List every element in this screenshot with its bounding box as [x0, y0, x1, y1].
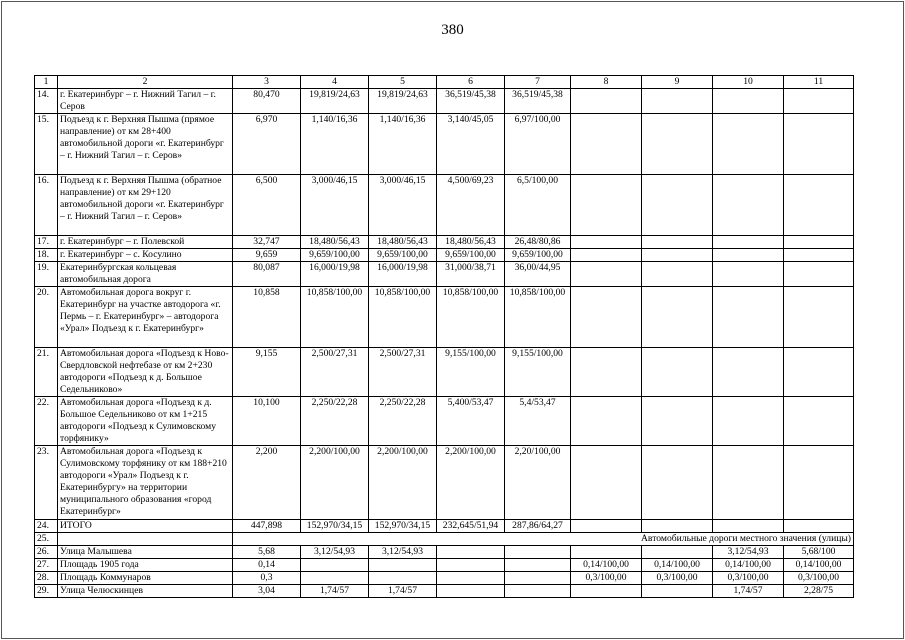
value-cell-c6: 5,400/53,47: [437, 397, 505, 446]
value-cell-c10: 0,14/100,00: [713, 559, 784, 572]
value-cell-c8: [571, 287, 642, 348]
value-cell-c9: [642, 520, 713, 533]
value-cell-c4: 1,140/16,36: [301, 114, 369, 175]
table-row: [35, 175, 854, 236]
value-cell-c7: 26,48/80,86: [505, 236, 571, 249]
value-cell-c6: [437, 585, 505, 598]
header-cell: 3: [233, 76, 301, 89]
value-cell-c10: [713, 114, 784, 175]
value-cell-c3: 10,100: [233, 397, 301, 446]
value-cell-c3: 10,858: [233, 287, 301, 348]
value-cell-c8: 0,14/100,00: [571, 559, 642, 572]
value-cell-c7: 36,00/44,95: [505, 262, 571, 287]
value-cell-c4: 16,000/19,98: [301, 262, 369, 287]
header-cell: 2: [58, 76, 233, 89]
value-cell-c11: 0,3/100,00: [784, 572, 854, 585]
value-cell-c6: 9,659/100,00: [437, 249, 505, 262]
value-cell-c11: [784, 236, 854, 249]
header-row: [35, 76, 854, 89]
value-cell-c11: 0,14/100,00: [784, 559, 854, 572]
header-cell: 7: [505, 76, 571, 89]
value-cell-c9: 0,14/100,00: [642, 559, 713, 572]
value-cell-c10: [713, 236, 784, 249]
road-name: Подъезд к г. Верхняя Пышма (прямое направление) от км 28+400 автомобильной дороги «г. Екатеринбург – г. Нижний Тагил – г. Серов»: [58, 114, 233, 175]
header-cell: 10: [713, 76, 784, 89]
value-cell-c6: 31,000/38,71: [437, 262, 505, 287]
header-cell: 8: [571, 76, 642, 89]
header-cell: 1: [35, 76, 58, 89]
value-cell-c8: [571, 348, 642, 397]
section-title: Автомобильные дороги местного значения (улицы): [233, 533, 854, 546]
value-cell-c4: 10,858/100,00: [301, 287, 369, 348]
row-number: 17.: [35, 236, 58, 249]
value-cell-c3: 6,500: [233, 175, 301, 236]
value-cell-c6: 2,200/100,00: [437, 446, 505, 520]
value-cell-c7: 6,5/100,00: [505, 175, 571, 236]
value-cell-c9: [642, 546, 713, 559]
value-cell-c9: [642, 348, 713, 397]
value-cell-c9: [642, 262, 713, 287]
value-cell-c10: [713, 520, 784, 533]
value-cell-c8: [571, 249, 642, 262]
table-row: [35, 397, 854, 446]
header-cell: 6: [437, 76, 505, 89]
value-cell-c3: 0,3: [233, 572, 301, 585]
value-cell-c3: 80,087: [233, 262, 301, 287]
value-cell-c5: 3,12/54,93: [369, 546, 437, 559]
header-cell: 11: [784, 76, 854, 89]
table-row: [35, 287, 854, 348]
row-number: 24.: [35, 520, 58, 533]
header-cell: 4: [301, 76, 369, 89]
table-body: [35, 76, 854, 598]
value-cell-c10: [713, 89, 784, 114]
value-cell-c3: 6,970: [233, 114, 301, 175]
value-cell-c6: 3,140/45,05: [437, 114, 505, 175]
value-cell-c9: [642, 287, 713, 348]
row-number: 16.: [35, 175, 58, 236]
value-cell-c9: [642, 249, 713, 262]
road-name: Площадь 1905 года: [58, 559, 233, 572]
value-cell-c5: 10,858/100,00: [369, 287, 437, 348]
value-cell-c10: 0,3/100,00: [713, 572, 784, 585]
value-cell-c6: 9,155/100,00: [437, 348, 505, 397]
road-name: Подъезд к г. Верхняя Пышма (обратное направление) от км 29+120 автомобильной дороги «г. Екатеринбург – г. Нижний Тагил – г. Серов»: [58, 175, 233, 236]
value-cell-c7: 36,519/45,38: [505, 89, 571, 114]
value-cell-c9: [642, 446, 713, 520]
row-number: 22.: [35, 397, 58, 446]
table-row: [35, 546, 854, 559]
value-cell-c4: [301, 559, 369, 572]
value-cell-c4: 3,12/54,93: [301, 546, 369, 559]
value-cell-c7: 9,155/100,00: [505, 348, 571, 397]
row-number: 26.: [35, 546, 58, 559]
value-cell-c10: 3,12/54,93: [713, 546, 784, 559]
row-number: 21.: [35, 348, 58, 397]
value-cell-c10: [713, 287, 784, 348]
value-cell-c11: [784, 446, 854, 520]
value-cell-c11: [784, 287, 854, 348]
value-cell-c9: [642, 175, 713, 236]
road-name: г. Екатеринбург – г. Полевской: [58, 236, 233, 249]
value-cell-c4: 1,74/57: [301, 585, 369, 598]
road-name: Площадь Коммунаров: [58, 572, 233, 585]
value-cell-c4: 19,819/24,63: [301, 89, 369, 114]
road-name: Улица Челюскинцев: [58, 585, 233, 598]
road-name: Автомобильная дорога вокруг г. Екатеринбург на участке автодорога «г. Пермь – г. Екатеринбург» – автодорога «Урал» Подъезд к г. Екатеринбург»: [58, 287, 233, 348]
value-cell-c10: [713, 348, 784, 397]
value-cell-c3: 5,68: [233, 546, 301, 559]
value-cell-c11: [784, 249, 854, 262]
value-cell-c4: 152,970/34,15: [301, 520, 369, 533]
value-cell-c5: 1,74/57: [369, 585, 437, 598]
value-cell-c8: 0,3/100,00: [571, 572, 642, 585]
value-cell-c5: 19,819/24,63: [369, 89, 437, 114]
value-cell-c4: 2,500/27,31: [301, 348, 369, 397]
value-cell-c10: [713, 175, 784, 236]
table-row: [35, 446, 854, 520]
value-cell-c6: [437, 546, 505, 559]
row-number: 25.: [35, 533, 58, 546]
value-cell-c8: [571, 546, 642, 559]
row-number: 15.: [35, 114, 58, 175]
row-number: 29.: [35, 585, 58, 598]
road-name: Автомобильная дорога «Подъезд к д. Большое Седельниково от км 1+215 автодороги «Подъезд к Сулимовскому торфянику»: [58, 397, 233, 446]
value-cell-c5: 16,000/19,98: [369, 262, 437, 287]
value-cell-c10: [713, 397, 784, 446]
value-cell-c11: [784, 89, 854, 114]
value-cell-c3: 9,659: [233, 249, 301, 262]
value-cell-c9: [642, 585, 713, 598]
value-cell-c8: [571, 114, 642, 175]
value-cell-c5: 2,250/22,28: [369, 397, 437, 446]
value-cell-c9: [642, 397, 713, 446]
value-cell-c4: 2,250/22,28: [301, 397, 369, 446]
road-name: [58, 533, 233, 546]
road-name: Автомобильная дорога «Подъезд к Сулимовскому торфянику от км 188+210 автодороги «Урал» Подъезд к г. Екатеринбургу» на территории муниципального образования «город Екатеринбург»: [58, 446, 233, 520]
row-number: 14.: [35, 89, 58, 114]
value-cell-c6: [437, 559, 505, 572]
table-row: [35, 520, 854, 533]
value-cell-c10: [713, 446, 784, 520]
table-row: [35, 114, 854, 175]
value-cell-c7: 9,659/100,00: [505, 249, 571, 262]
value-cell-c3: 80,470: [233, 89, 301, 114]
table-row: [35, 559, 854, 572]
value-cell-c8: [571, 236, 642, 249]
value-cell-c9: 0,3/100,00: [642, 572, 713, 585]
value-cell-c11: 5,68/100: [784, 546, 854, 559]
road-name: ИТОГО: [58, 520, 233, 533]
table-row: [35, 572, 854, 585]
value-cell-c7: 5,4/53,47: [505, 397, 571, 446]
value-cell-c11: [784, 262, 854, 287]
value-cell-c3: 0,14: [233, 559, 301, 572]
road-name: Автомобильная дорога «Подъезд к Ново-Свердловской нефтебазе от км 2+230 автодороги «Подъезд к д. Большое Седельниково»: [58, 348, 233, 397]
section-row: [35, 533, 854, 546]
value-cell-c8: [571, 585, 642, 598]
value-cell-c11: [784, 520, 854, 533]
value-cell-c8: [571, 175, 642, 236]
value-cell-c5: [369, 572, 437, 585]
value-cell-c9: [642, 236, 713, 249]
value-cell-c6: 18,480/56,43: [437, 236, 505, 249]
row-number: 23.: [35, 446, 58, 520]
value-cell-c10: 1,74/57: [713, 585, 784, 598]
page-number: 380: [441, 22, 464, 38]
value-cell-c3: 2,200: [233, 446, 301, 520]
table-row: [35, 236, 854, 249]
table-row: [35, 348, 854, 397]
value-cell-c5: [369, 559, 437, 572]
table-row: [35, 262, 854, 287]
table-row: [35, 89, 854, 114]
row-number: 27.: [35, 559, 58, 572]
value-cell-c11: [784, 348, 854, 397]
value-cell-c9: [642, 89, 713, 114]
roads-table: [34, 75, 854, 598]
table-row: [35, 585, 854, 598]
row-number: 18.: [35, 249, 58, 262]
value-cell-c5: 3,000/46,15: [369, 175, 437, 236]
value-cell-c5: 152,970/34,15: [369, 520, 437, 533]
value-cell-c10: [713, 249, 784, 262]
value-cell-c4: [301, 572, 369, 585]
value-cell-c7: 6,97/100,00: [505, 114, 571, 175]
value-cell-c11: 2,28/75: [784, 585, 854, 598]
road-name: Екатеринбургская кольцевая автомобильная дорога: [58, 262, 233, 287]
value-cell-c3: 32,747: [233, 236, 301, 249]
row-number: 28.: [35, 572, 58, 585]
header-cell: 5: [369, 76, 437, 89]
value-cell-c10: [713, 262, 784, 287]
value-cell-c7: [505, 546, 571, 559]
value-cell-c5: 9,659/100,00: [369, 249, 437, 262]
value-cell-c6: 10,858/100,00: [437, 287, 505, 348]
value-cell-c4: 18,480/56,43: [301, 236, 369, 249]
value-cell-c7: 2,20/100,00: [505, 446, 571, 520]
value-cell-c5: 1,140/16,36: [369, 114, 437, 175]
value-cell-c6: 4,500/69,23: [437, 175, 505, 236]
value-cell-c8: [571, 446, 642, 520]
value-cell-c5: 2,200/100,00: [369, 446, 437, 520]
value-cell-c8: [571, 89, 642, 114]
value-cell-c9: [642, 114, 713, 175]
value-cell-c4: 3,000/46,15: [301, 175, 369, 236]
value-cell-c6: 232,645/51,94: [437, 520, 505, 533]
value-cell-c7: [505, 559, 571, 572]
value-cell-c6: [437, 572, 505, 585]
value-cell-c7: 10,858/100,00: [505, 287, 571, 348]
value-cell-c4: 9,659/100,00: [301, 249, 369, 262]
value-cell-c6: 36,519/45,38: [437, 89, 505, 114]
value-cell-c5: 18,480/56,43: [369, 236, 437, 249]
table-row: [35, 249, 854, 262]
road-name: г. Екатеринбург – с. Косулино: [58, 249, 233, 262]
value-cell-c7: [505, 572, 571, 585]
header-cell: 9: [642, 76, 713, 89]
value-cell-c3: 9,155: [233, 348, 301, 397]
row-number: 19.: [35, 262, 58, 287]
value-cell-c8: [571, 262, 642, 287]
road-name: г. Екатеринбург – г. Нижний Тагил – г. Серов: [58, 89, 233, 114]
value-cell-c3: 447,898: [233, 520, 301, 533]
row-number: 20.: [35, 287, 58, 348]
value-cell-c7: 287,86/64,27: [505, 520, 571, 533]
value-cell-c11: [784, 114, 854, 175]
value-cell-c8: [571, 397, 642, 446]
road-name: Улица Малышева: [58, 546, 233, 559]
value-cell-c7: [505, 585, 571, 598]
value-cell-c4: 2,200/100,00: [301, 446, 369, 520]
value-cell-c8: [571, 520, 642, 533]
value-cell-c5: 2,500/27,31: [369, 348, 437, 397]
value-cell-c11: [784, 397, 854, 446]
value-cell-c11: [784, 175, 854, 236]
value-cell-c3: 3,04: [233, 585, 301, 598]
